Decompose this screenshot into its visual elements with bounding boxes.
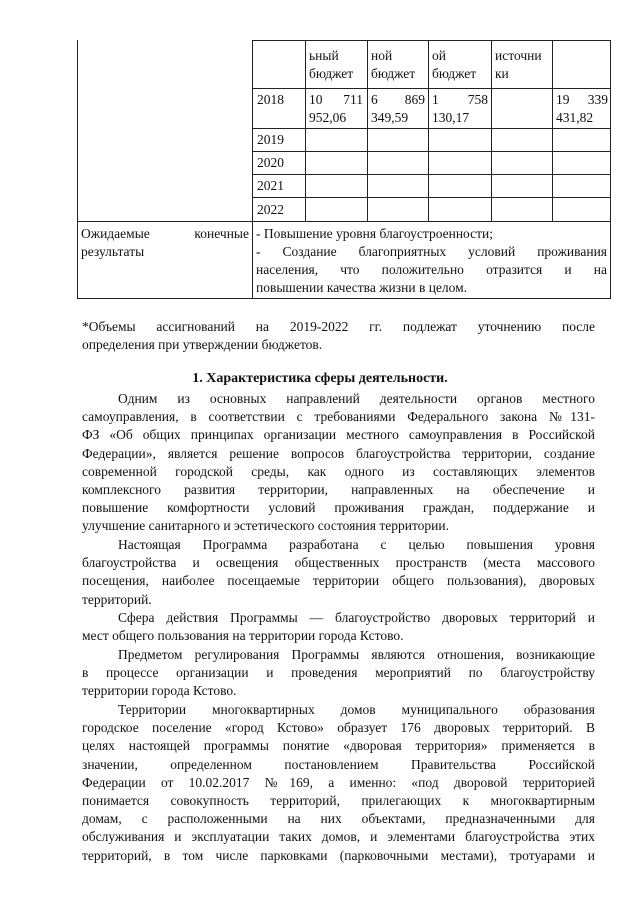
text-line: обслуживания и эксплуатации таких домов, и элементами благоустройства этих bbox=[82, 829, 595, 845]
year-cell: 2019 bbox=[257, 132, 284, 147]
value-line: 10 711 bbox=[309, 92, 363, 107]
footnote-line: определения при утверждении бюджетов. bbox=[82, 337, 323, 353]
text-line: мест общего пользования на территории города Кстово. bbox=[82, 628, 404, 644]
header-col-federal-budget bbox=[432, 47, 488, 83]
text-line: комплексного развития территории, направленных на обеспечение и bbox=[82, 482, 595, 498]
label-text: конечные bbox=[194, 226, 249, 241]
header-text: ки bbox=[495, 66, 509, 81]
text-line: городское поселение «город Кстово» образует 176 дворовых территорий. В bbox=[82, 720, 595, 736]
paragraph-4 bbox=[82, 646, 595, 701]
text-line: повышение комфортности условий проживания граждан, поддержание и bbox=[82, 500, 595, 516]
text-line: улучшение санитарного и эстетического состояния территории. bbox=[82, 518, 449, 534]
value-cell-total bbox=[556, 91, 608, 127]
text-line: Предметом регулирования Программы являются отношения, возникающие bbox=[118, 647, 595, 662]
text-line: домам, с расположенными на них объектами, предназначенными для bbox=[82, 811, 595, 827]
header-text: бюджет bbox=[309, 66, 354, 81]
text-line: целях настоящей программы понятие «дворовая территория» применяется в bbox=[82, 738, 595, 754]
label-text: результаты bbox=[81, 244, 145, 259]
header-col-regional-budget bbox=[371, 47, 425, 83]
year-cell: 2020 bbox=[257, 155, 284, 170]
label-text: Ожидаемые bbox=[81, 226, 150, 241]
year-cell: 2022 bbox=[257, 202, 284, 217]
text-line: современной городской среды, как одного из составляющих элементов bbox=[82, 463, 595, 479]
text-line: территорий. bbox=[82, 591, 152, 607]
year-cell: 2021 bbox=[257, 178, 284, 193]
funding-table bbox=[77, 40, 611, 298]
header-text: источни bbox=[495, 48, 542, 63]
section-title: 1. Характеристика сферы деятельности. bbox=[192, 371, 448, 386]
header-col-local-budget bbox=[309, 47, 363, 83]
value-line: 1 758 bbox=[432, 92, 488, 107]
text-line: посещения, наиболее посещаемые территории общего пользования), дворовых bbox=[82, 573, 595, 589]
result-line: - Повышение уровня благоустроенности; bbox=[256, 226, 494, 241]
header-text: ой bbox=[432, 48, 446, 63]
text-line: в процессе организации и проведения мероприятий по благоустройству bbox=[82, 665, 595, 681]
footnote bbox=[82, 318, 595, 354]
text-line: Федерации от 10.02.2017 №169, а именно: «под дворовой территорией bbox=[82, 774, 595, 790]
value-line: 431,82 bbox=[556, 110, 594, 125]
value-cell-regional bbox=[371, 91, 425, 127]
value-cell-federal bbox=[432, 91, 488, 127]
paragraph-5 bbox=[82, 701, 595, 865]
expected-results-text bbox=[256, 225, 607, 297]
value-line: 6 869 bbox=[371, 92, 425, 107]
value-line: 952,06 bbox=[309, 110, 347, 125]
paragraph-1 bbox=[82, 390, 595, 536]
text-line: территорий, в том числе парковками (парковочными местами), тротуарами и bbox=[82, 847, 595, 863]
value-line: 349,59 bbox=[371, 110, 409, 125]
header-text: бюджет bbox=[432, 66, 477, 81]
result-line: - Создание благоприятных условий проживания bbox=[256, 244, 607, 259]
text-line: благоустройства и освещения общественных пространств (места массового bbox=[82, 555, 595, 571]
text-line: значении, определенном постановлением Правительства Российской bbox=[82, 756, 595, 772]
footnote-line: *Объемы ассигнований на 2019-2022 гг. подлежат уточнению после bbox=[82, 319, 595, 334]
paragraph-3 bbox=[82, 609, 595, 645]
text-line: Территории многоквартирных домов муниципального образования bbox=[118, 702, 595, 717]
value-line: 19 339 bbox=[556, 92, 608, 107]
header-text: ьный bbox=[309, 48, 339, 63]
value-cell-local bbox=[309, 91, 363, 127]
text-line: Сфера действия Программы — благоустройство дворовых территорий и bbox=[118, 610, 595, 625]
text-line: Одним из основных направлений деятельности органов местного bbox=[118, 391, 595, 406]
header-col-other-sources bbox=[495, 47, 549, 83]
result-line: повышении качества жизни в целом. bbox=[256, 280, 468, 295]
value-line: 130,17 bbox=[432, 110, 470, 125]
expected-results-label bbox=[81, 225, 249, 261]
result-line: населения, что положительно отразится и на bbox=[256, 262, 607, 277]
text-line: понимается совокупность территорий, прилегающих к многоквартирным bbox=[82, 793, 595, 809]
header-text: ной bbox=[371, 48, 393, 63]
paragraph-2 bbox=[82, 536, 595, 609]
text-line: Настоящая Программа разработана с целью повышения уровня bbox=[118, 537, 595, 552]
text-line: самоуправления, в соответствии с требованиями Федерального закона №131- bbox=[82, 409, 595, 425]
text-line: ФЗ «Об общих принципах организации местного самоуправления в Российской bbox=[82, 427, 595, 443]
text-line: территории города Кстово. bbox=[82, 683, 237, 699]
text-line: Федерации», является решение вопросов благоустройства территории, создание bbox=[82, 445, 595, 461]
year-cell: 2018 bbox=[257, 92, 284, 107]
header-text: бюджет bbox=[371, 66, 416, 81]
